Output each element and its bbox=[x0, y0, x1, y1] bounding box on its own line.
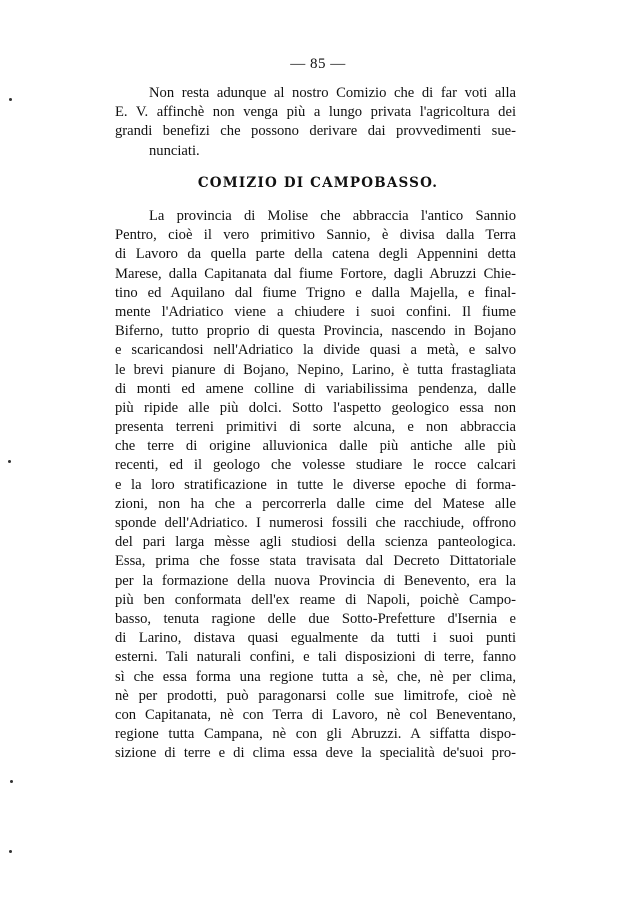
text-line: regione tutta Campana, nè con gli Abruzzi. A siffatta dispo- bbox=[115, 726, 516, 743]
text-line: le brevi pianure di Bojano, Nepino, Larino, è tutta frastagliata bbox=[115, 361, 516, 378]
margin-speck bbox=[9, 850, 12, 853]
text-line: presenta terreni primitivi di sorte alcuna, e non abbraccia bbox=[115, 419, 516, 436]
text-line: che terre di origine alluvionica dalle più antiche alle più bbox=[115, 438, 516, 455]
section-heading: COMIZIO DI CAMPOBASSO. bbox=[197, 175, 439, 191]
intro-paragraph bbox=[115, 84, 516, 161]
text-line: La provincia di Molise che abbraccia l'antico Sannio bbox=[149, 208, 516, 224]
text-line: nè per prodotti, può paragonarsi colle sue limitrofe, cioè nè bbox=[115, 687, 516, 704]
text-line: tino ed Aquilano dal fiume Trigno e dalla Majella, e final- bbox=[115, 284, 516, 301]
text-line: sì che essa forma una regione tutta a sè, che, nè per clima, bbox=[115, 668, 516, 685]
text-line: per la formazione della nuova Provincia di Benevento, era la bbox=[115, 572, 516, 589]
text-line: grandi benefizi che possono derivare dai provvedimenti sue- bbox=[115, 123, 516, 140]
page-number: — 85 — bbox=[290, 56, 346, 72]
text-line: Non resta adunque al nostro Comizio che di far voti alla bbox=[149, 85, 516, 101]
text-line: del pari larga mèsse agli studiosi della scienza panteologica. bbox=[115, 534, 516, 551]
text-line: di Larino, distava quasi egualmente da tutti i suoi punti bbox=[115, 630, 516, 647]
text-line: Essa, prima che fosse stata travisata dal Decreto Dittatoriale bbox=[115, 553, 516, 570]
text-line: e la loro stratificazione in tutte le diverse epoche di forma- bbox=[115, 476, 516, 493]
text-line: di Lavoro da quella parte della catena degli Appennini detta bbox=[115, 246, 516, 263]
text-line: sizione di terre e di clima essa deve la specialità de'suoi pro- bbox=[115, 745, 516, 762]
margin-speck bbox=[9, 98, 12, 101]
margin-speck bbox=[8, 460, 11, 463]
text-line: con Capitanata, nè con Terra di Lavoro, nè col Beneventano, bbox=[115, 706, 516, 723]
text-line: Pentro, cioè il vero primitivo Sannio, è divisa dalla Terra bbox=[115, 227, 516, 244]
text-line: esterni. Tali naturali confini, e tali disposizioni di terre, fanno bbox=[115, 649, 516, 666]
text-line: di monti ed amene colline di variabilissima pendenza, dalle bbox=[115, 380, 516, 397]
text-line: sponde dell'Adriatico. I numerosi fossili che racchiude, offrono bbox=[115, 515, 516, 531]
text-line: mente l'Adriatico viene a chiudere i suoi confini. Il fiume bbox=[115, 303, 516, 320]
text-line: basso, tenuta ragione delle due Sotto-Prefetture d'Isernia e bbox=[115, 610, 516, 627]
text-line: zioni, non ha che a percorrerla dalle cime del Matese alle bbox=[115, 495, 516, 512]
body-paragraph bbox=[115, 207, 516, 763]
text-line: Biferno, tutto proprio di questa Provincia, nascendo in Bojano bbox=[115, 323, 516, 340]
margin-speck bbox=[10, 780, 13, 783]
text-line: Marese, dalla Capitanata dal fiume Fortore, dagli Abruzzi Chie- bbox=[115, 265, 516, 282]
text-line: nunciati. bbox=[149, 142, 200, 159]
text-line: recenti, ed il geologo che volesse studiare le rocce calcari bbox=[115, 457, 516, 474]
text-line: E. V. affinchè non venga più a lungo privata l'agricoltura dei bbox=[115, 104, 516, 121]
text-line: più ben conformata dell'ex reame di Napoli, poichè Campo- bbox=[115, 591, 516, 608]
text-line: più ripide alle più dolci. Sotto l'aspetto geologico essa non bbox=[115, 399, 516, 416]
text-line: e scaricandosi nell'Adriatico la divide quasi a metà, e salvo bbox=[115, 342, 516, 359]
